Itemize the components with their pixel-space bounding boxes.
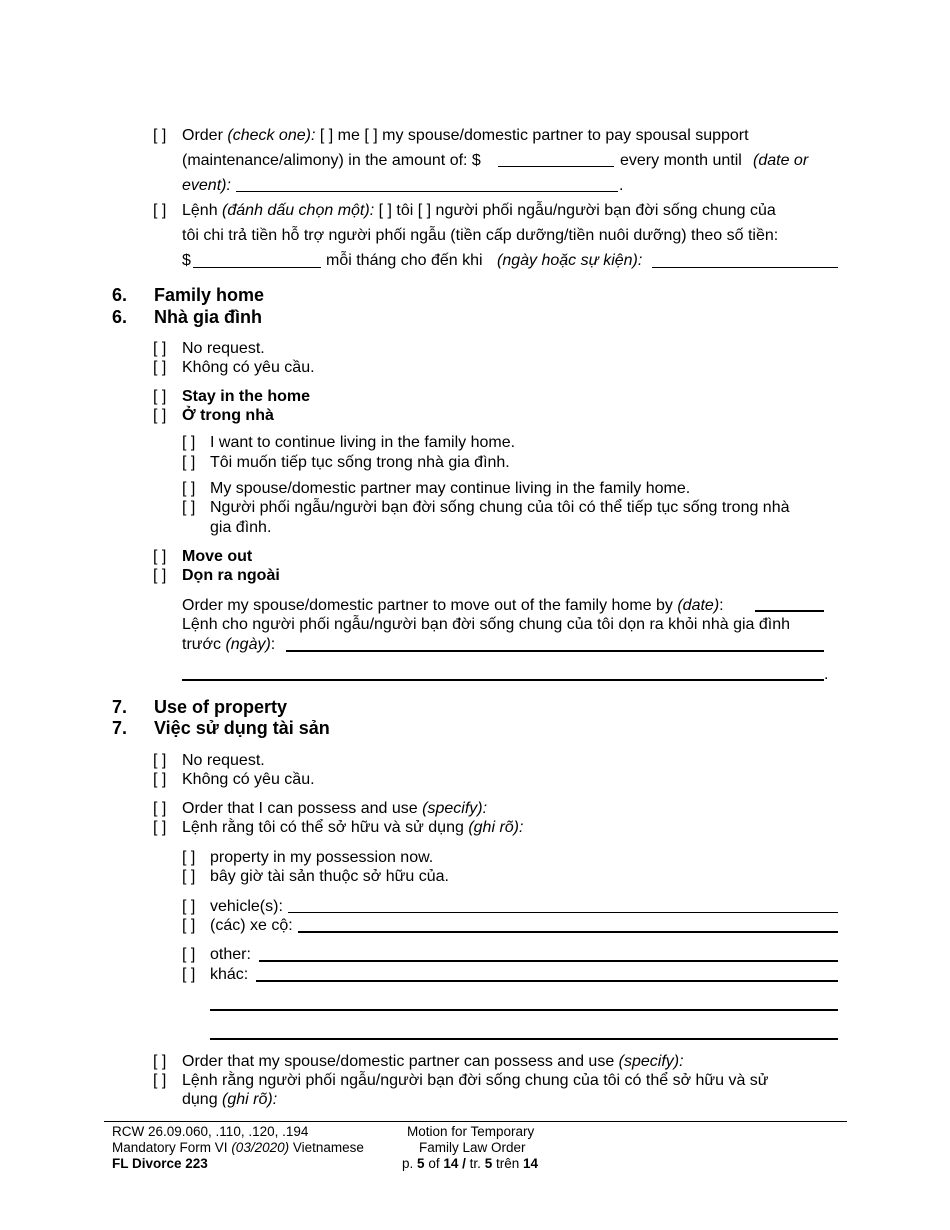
date-event-field-vi[interactable]: [652, 267, 838, 268]
mandatory-label: Mandatory Form VI: [112, 1140, 228, 1155]
me-checkbox[interactable]: [ ]: [319, 127, 334, 144]
every-month-label: every month until: [620, 152, 742, 169]
page-sep: /: [462, 1156, 466, 1171]
stay-checkbox[interactable]: [ ]: [153, 388, 167, 405]
move-out-label: Move out: [182, 548, 253, 565]
section-7-number-vi: 7.: [112, 718, 128, 738]
order-spouse-possess-label-vi-1: Lệnh rằng người phối ngẫu/người bạn đời sống chung của tôi có thể sở hữu và sử: [182, 1072, 769, 1089]
amount-line-en: (maintenance/alimony) in the amount of: $: [182, 152, 481, 169]
date-label-vi: (ngày): [225, 636, 271, 653]
order-spouse-possess-checkbox[interactable]: [ ]: [153, 1053, 167, 1070]
move-out-date-field-vi[interactable]: [286, 650, 824, 652]
want-continue-checkbox[interactable]: [ ]: [182, 434, 196, 451]
footer-title-1: Motion for Temporary: [407, 1124, 535, 1139]
spouse-continue-checkbox[interactable]: [ ]: [182, 480, 196, 497]
section-7-title-vi: Việc sử dụng tài sản: [154, 718, 330, 738]
spouse-continue-label-vi-2: gia đình.: [210, 519, 272, 536]
page-of: of: [428, 1156, 440, 1171]
me-label-vi: tôi: [396, 202, 414, 219]
amount-field-en[interactable]: [498, 166, 614, 167]
period: .: [619, 177, 624, 194]
no-request-checkbox[interactable]: [ ]: [153, 340, 167, 357]
date-event-label-a: (date or: [753, 152, 809, 169]
move-out-checkbox-vi[interactable]: [ ]: [153, 567, 167, 584]
other-field-extra-1[interactable]: [210, 1009, 838, 1011]
spouse-continue-label: My spouse/domestic partner may continue living in the family home.: [210, 480, 691, 497]
vehicles-label-vi: (các) xe cộ:: [210, 917, 293, 934]
order-i-text-vi: Lệnh rằng tôi có thể sở hữu và sử dụng: [182, 819, 464, 836]
no-request-checkbox-7-vi[interactable]: [ ]: [153, 771, 167, 788]
stay-label: Stay in the home: [182, 388, 311, 405]
move-out-date-field-vi-2[interactable]: [182, 679, 824, 681]
spousal-support-checkbox-vi[interactable]: [ ]: [153, 202, 167, 219]
order-move-text: Order my spouse/domestic partner to move out of the family home by: [182, 597, 673, 614]
no-request-label: No request.: [182, 340, 265, 357]
spousal-support-line-vi-1: [182, 201, 776, 220]
footer-page: [402, 1156, 538, 1172]
order-i-possess-label-vi: [182, 818, 523, 837]
me-checkbox-vi[interactable]: [ ]: [378, 202, 392, 219]
page-num-vi: 5: [484, 1156, 493, 1171]
footer-mandatory: [112, 1140, 364, 1156]
no-request-label-7-vi: Không có yêu cầu.: [182, 771, 315, 788]
footer-divider: [104, 1121, 847, 1122]
no-request-checkbox-7[interactable]: [ ]: [153, 752, 167, 769]
spouse-continue-checkbox-vi[interactable]: [ ]: [182, 499, 196, 516]
colon: :: [719, 597, 724, 614]
section-6-title: Family home: [154, 285, 265, 305]
section-6-number: 6.: [112, 285, 128, 305]
order-move-line-vi-2: [182, 635, 275, 654]
spouse-continue-label-vi-1: Người phối ngẫu/người bạn đời sống chung của tôi có thể tiếp tục sống trong nhà: [210, 499, 790, 516]
other-field-extra-2[interactable]: [210, 1038, 838, 1040]
section-7-title: Use of property: [154, 697, 288, 717]
spouse-checkbox-vi[interactable]: [ ]: [417, 202, 432, 219]
spouse-support-text-vi: người phối ngẫu/người bạn đời sống chung của: [435, 202, 776, 219]
specify-label-vi: (ghi rõ):: [468, 819, 524, 836]
spouse-checkbox[interactable]: [ ]: [364, 127, 378, 144]
check-one-label-vi: (đánh dấu chọn một):: [222, 202, 375, 219]
date-event-label-vi: (ngày hoặc sự kiện):: [497, 252, 643, 269]
amount-field-vi[interactable]: [193, 267, 321, 268]
specify-label-2-vi: (ghi rõ):: [222, 1091, 278, 1108]
footer-form-id: FL Divorce 223: [112, 1156, 208, 1171]
possession-checkbox[interactable]: [ ]: [182, 849, 196, 866]
no-request-label-7: No request.: [182, 752, 265, 769]
possession-checkbox-vi[interactable]: [ ]: [182, 868, 196, 885]
move-out-date-field[interactable]: [755, 610, 824, 612]
want-continue-label: I want to continue living in the family home.: [210, 434, 516, 451]
page-p: p.: [402, 1156, 414, 1171]
no-request-label-vi: Không có yêu cầu.: [182, 359, 315, 376]
section-6-title-vi: Nhà gia đình: [154, 307, 262, 327]
spousal-support-checkbox[interactable]: [ ]: [153, 127, 167, 144]
page-tr: tr.: [469, 1156, 481, 1171]
vehicles-field[interactable]: [288, 912, 838, 913]
period: .: [824, 666, 829, 683]
monthly-label-vi: mỗi tháng cho đến khi: [326, 252, 483, 269]
vehicles-checkbox[interactable]: [ ]: [182, 898, 196, 915]
order-spouse-possess-label: [182, 1052, 684, 1071]
other-field[interactable]: [259, 960, 838, 962]
colon: :: [270, 636, 276, 653]
order-move-line-vi-1: Lệnh cho người phối ngẫu/người bạn đời sống chung của tôi dọn ra khỏi nhà gia đình: [182, 616, 790, 633]
order-move-date-label: (date): [677, 597, 720, 614]
order-spouse-text: Order that my spouse/domestic partner can possess and use: [182, 1053, 615, 1070]
amount-line-vi: tôi chi trả tiền hỗ trợ người phối ngẫu (tiền cấp dưỡng/tiền nuôi dưỡng) theo số tiền:: [182, 227, 779, 244]
stay-label-vi: Ở trong nhà: [182, 407, 274, 424]
form-date: (03/2020): [231, 1140, 290, 1155]
order-i-text: Order that I can possess and use: [182, 800, 418, 817]
possession-label: property in my possession now.: [210, 849, 434, 866]
date-event-label-b: event):: [182, 177, 231, 194]
order-spouse-possess-checkbox-vi[interactable]: [ ]: [153, 1072, 167, 1089]
dollar-sign-vi: $: [182, 252, 191, 269]
no-request-checkbox-vi[interactable]: [ ]: [153, 359, 167, 376]
other-checkbox[interactable]: [ ]: [182, 946, 196, 963]
before-label: trước: [182, 636, 221, 653]
specify-label-2: (specify):: [618, 1053, 684, 1070]
spouse-support-text: my spouse/domestic partner to pay spousal support: [382, 127, 749, 144]
order-move-line-en: [182, 596, 724, 615]
page-tren: trên: [495, 1156, 520, 1171]
language-label: Vietnamese: [292, 1140, 364, 1155]
order-label-vi: Lệnh: [182, 202, 218, 219]
vehicles-checkbox-vi[interactable]: [ ]: [182, 917, 196, 934]
vehicles-field-vi[interactable]: [298, 931, 838, 933]
page-num: 5: [417, 1156, 425, 1171]
page-total: 14: [443, 1156, 459, 1171]
use-label-vi: dụng: [182, 1091, 218, 1108]
order-i-possess-checkbox[interactable]: [ ]: [153, 800, 167, 817]
footer-rcw: RCW 26.09.060, .110, .120, .194: [112, 1124, 309, 1139]
section-6-number-vi: 6.: [112, 307, 128, 327]
other-field-vi[interactable]: [256, 980, 838, 982]
footer-title-2: Family Law Order: [419, 1140, 526, 1155]
move-out-checkbox[interactable]: [ ]: [153, 548, 167, 565]
spousal-support-line-en-1: [182, 126, 749, 145]
other-label-vi: khác:: [210, 966, 249, 983]
want-continue-label-vi: Tôi muốn tiếp tục sống trong nhà gia đình.: [210, 454, 510, 471]
order-spouse-possess-label-vi-2: [182, 1090, 277, 1109]
me-label: me: [337, 127, 360, 144]
order-i-possess-checkbox-vi[interactable]: [ ]: [153, 819, 167, 836]
move-out-label-vi: Dọn ra ngoài: [182, 567, 280, 584]
order-i-possess-label: [182, 799, 487, 818]
other-label: other:: [210, 946, 251, 963]
page-total-vi: 14: [523, 1156, 539, 1171]
date-event-field-en[interactable]: [236, 191, 618, 192]
possession-label-vi: bây giờ tài sản thuộc sở hữu của.: [210, 868, 449, 885]
order-label: Order: [182, 127, 223, 144]
want-continue-checkbox-vi[interactable]: [ ]: [182, 454, 196, 471]
section-7-number: 7.: [112, 697, 128, 717]
check-one-label: (check one):: [227, 127, 316, 144]
other-checkbox-vi[interactable]: [ ]: [182, 966, 196, 983]
stay-checkbox-vi[interactable]: [ ]: [153, 407, 167, 424]
specify-label: (specify):: [422, 800, 488, 817]
vehicles-label: vehicle(s):: [210, 898, 283, 915]
